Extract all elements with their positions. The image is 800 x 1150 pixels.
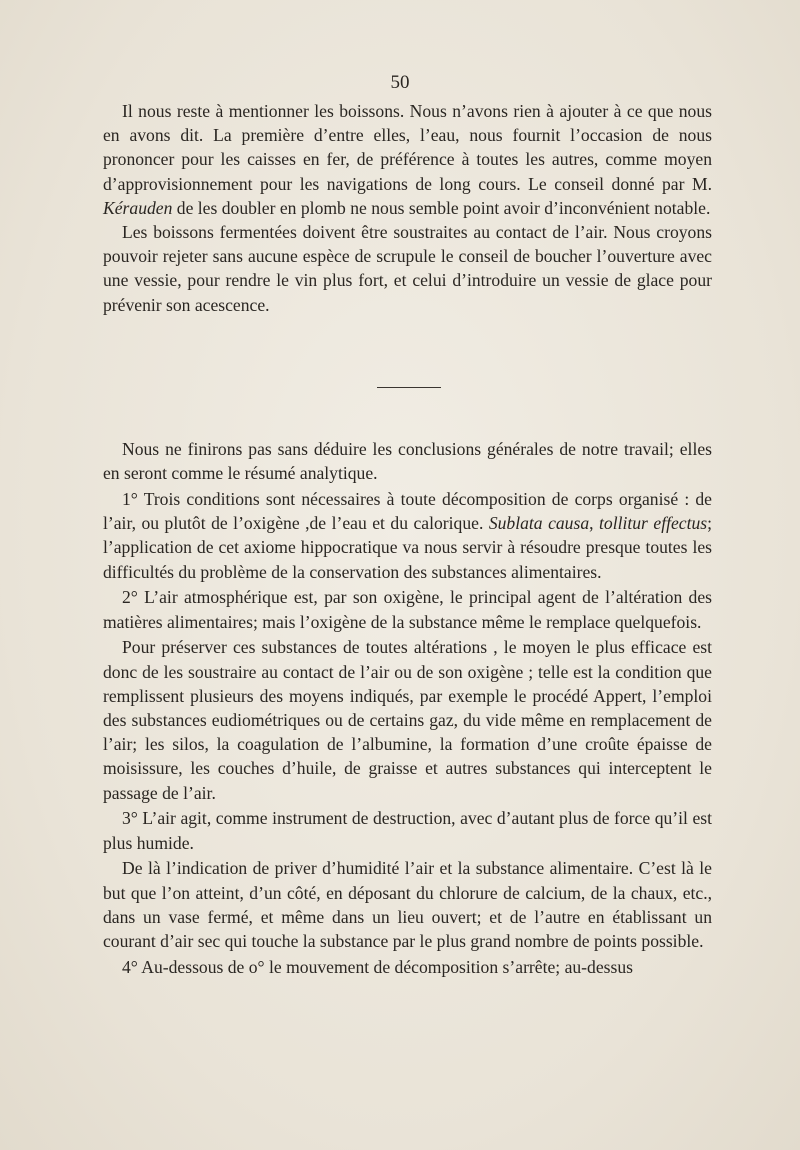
text-run: Nous ne finirons pas sans déduire les conclusions générales de notre travail; elles en seront comme le résumé analytique. xyxy=(103,439,712,484)
paragraph xyxy=(103,955,712,979)
page-number: 50 xyxy=(390,72,410,93)
text-run: 3° L’air agit, comme instrument de destruction, avec d’autant plus de force qu’il est plus humide. xyxy=(103,808,712,853)
text-run: 1° Trois conditions sont nécessaires à toute décomposition de corps organisé : de l’air, ou plutôt de l’oxigène ,de l’eau et du calorique. xyxy=(103,489,712,534)
paragraph xyxy=(103,806,712,854)
paragraph xyxy=(103,220,712,317)
text-run: Pour préserver ces substances de toutes altérations , le moyen le plus efficace est donc de les soustraire au contact de l’air ou de son oxigène ; telle est la condition que remplissent plusieurs des moyens indiqués, par exemple le procédé Appert, l’emploi des substances eudiométriques ou de certains gaz, du vide même en remplacement de l’air; les silos, la coagulation de l’albumine, la formation d’une croûte épaisse de moisissure, les couches d’huile, de graisse et autres substances qui interceptent le passage de l’air. xyxy=(103,637,712,803)
text-run: Les boissons fermentées doivent être soustraites au contact de l’air. Nous croyons pouvoir rejeter sans aucune espèce de scrupule le conseil de boucher l’ouverture avec une vessie, pour rendre le vin plus fort, et celui d’introduire un vessie de glace pour prévenir son acescence. xyxy=(103,222,712,315)
text-run: Il nous reste à mentionner les boissons. Nous n’avons rien à ajouter à ce que nous en avons dit. La première d’entre elles, l’eau, nous fournit l’occasion de nous prononcer pour les caisses en fer, de préférence à toutes les autres, comme moyen d’approvisionnement pour les navigations de long cours. Le conseil donné par M. xyxy=(103,101,712,194)
italic-text: Kérauden xyxy=(103,197,173,218)
text-run: ; l’application de cet axiome hippocratique va nous servir à résoudre presque toutes les difficultés du problème de la conservation des substances alimentaires. xyxy=(103,513,713,582)
text-run: 2° L’air atmosphérique est, par son oxigène, le principal agent de l’altération des matières alimentaires; mais l’oxigène de la substance même le remplace quelquefois. xyxy=(103,587,712,632)
paragraph xyxy=(103,585,712,633)
paragraph xyxy=(103,856,712,953)
text-run: De là l’indication de priver d’humidité l’air et la substance alimentaire. C’est là le but que l’on atteint, d’un côté, en déposant du chlorure de calcium, de la chaux, etc., dans un vase fermé, et même dans un lieu ouvert; et de l’autre en établissant un courant d’air sec qui touche la substance par le plus grand nombre de points possible. xyxy=(103,858,712,952)
text-section-beverages xyxy=(103,99,712,317)
italic-text: Sublata causa xyxy=(488,513,590,534)
text-run: de les doubler en plomb ne nous semble point avoir d’inconvénient notable. xyxy=(172,197,711,218)
paragraph xyxy=(103,635,712,804)
paragraph xyxy=(103,99,712,220)
text-section-conclusions xyxy=(103,437,712,981)
text-run: , xyxy=(589,513,600,534)
paragraph xyxy=(103,437,712,485)
italic-text: tollitur effectus xyxy=(599,513,708,534)
text-run: 4° Au-dessous de o° le mouvement de décomposition s’arrête; au-dessus xyxy=(122,956,633,977)
section-divider xyxy=(377,387,441,388)
paragraph xyxy=(103,487,712,584)
